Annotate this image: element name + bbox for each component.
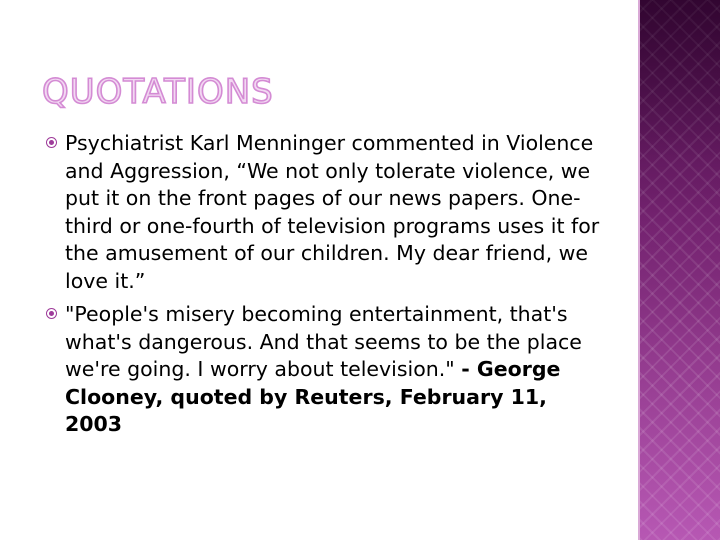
slide-content: [44, 130, 604, 445]
bullet-quote-text: Psychiatrist Karl Menninger commented in Violence and Aggression, “We not only tolerate violence, we put it on the front pages of our news papers. One- third or one-fourth of television programs uses it for the amusement of our children. My dear friend, we love it.”: [65, 131, 600, 293]
bullet-text: [65, 301, 604, 439]
quote-attribution: - George Clooney, quoted by Reuters, February 11, 2003: [65, 357, 561, 436]
bullet-item-clooney: [44, 301, 604, 439]
slide-title: QUOTATIONS: [42, 72, 274, 112]
bullet-item-menninger: [44, 130, 604, 295]
bullet-text: [65, 130, 604, 295]
bullet-quote-text: "People's misery becoming entertainment, that's what's dangerous. And that seems to be the place we're going. I worry about television.": [65, 302, 582, 381]
circle-dot-bullet-icon: [46, 308, 57, 319]
circle-dot-bullet-icon: [46, 137, 57, 148]
decorative-side-band: [640, 0, 720, 540]
